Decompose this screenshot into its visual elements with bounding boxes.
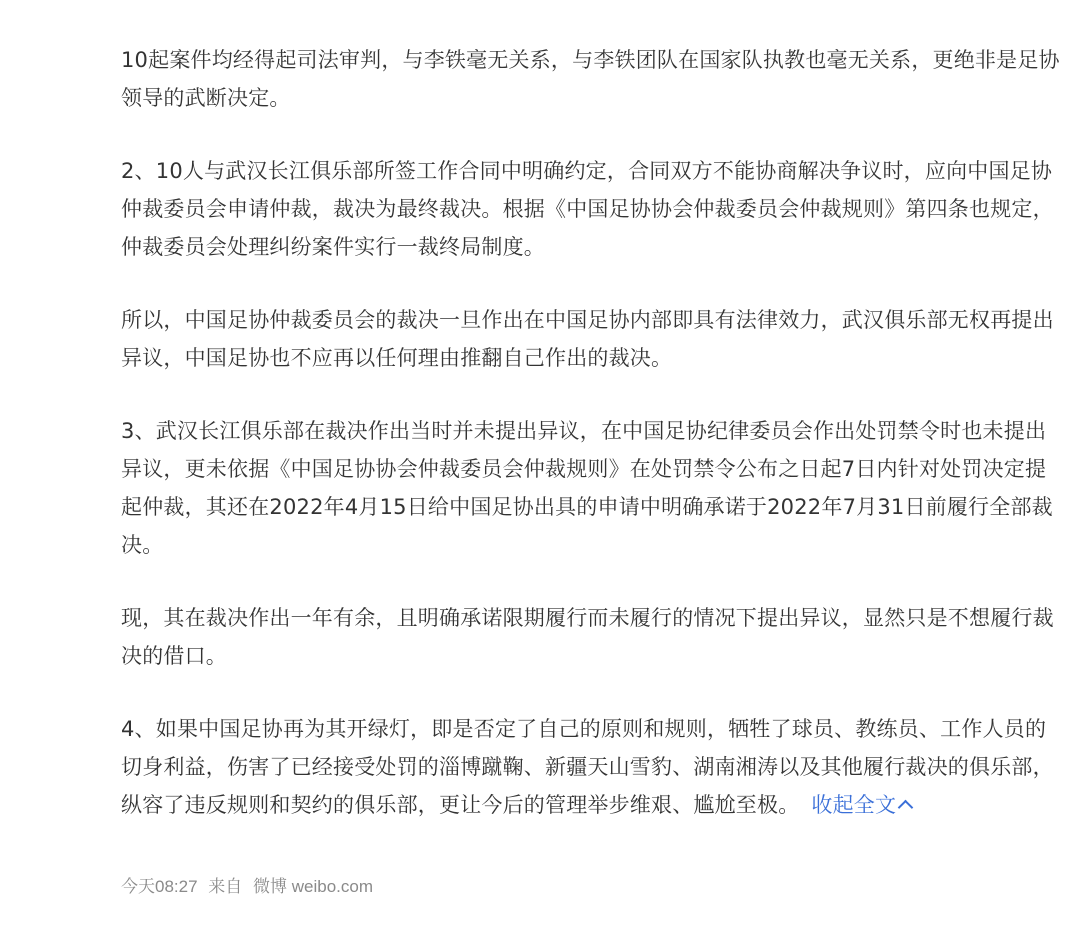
post-paragraph-6 <box>121 710 1061 824</box>
post-timestamp[interactable]: 今天08:27 <box>121 877 198 896</box>
post-source-prefix: 来自 <box>208 877 243 896</box>
post-paragraph-6-text: 4、如果中国足协再为其开绿灯，即是否定了自己的原则和规则，牺牲了球员、教练员、工作人员的切身利益，伤害了已经接受处罚的淄博蹴鞠、新疆天山雪豹、湖南湘涛以及其他履行裁决的俱乐部，纵容了违反规则和契约的俱乐部，更让今后的管理举步维艰、尴尬至极。 <box>121 717 1054 817</box>
post-source-link[interactable]: 微博 weibo.com <box>253 877 373 896</box>
collapse-full-text-link[interactable] <box>811 793 911 817</box>
post-paragraph-1: 10起案件均经得起司法审判，与李铁毫无关系，与李铁团队在国家队执教也毫无关系，更绝非是足协领导的武断决定。 <box>121 48 1060 110</box>
post-body <box>121 41 1061 859</box>
post-meta <box>121 872 379 897</box>
post-paragraph-2: 2、10人与武汉长江俱乐部所签工作合同中明确约定，合同双方不能协商解决争议时，应向中国足协仲裁委员会申请仲裁，裁决为最终裁决。根据《中国足协协会仲裁委员会仲裁规则》第四条也规定，仲裁委员会处理纠纷案件实行一裁终局制度。 <box>121 159 1054 259</box>
post-paragraph-5: 现，其在裁决作出一年有余，且明确承诺限期履行而未履行的情况下提出异议，显然只是不想履行裁决的借口。 <box>121 606 1054 668</box>
post-paragraph-3: 所以，中国足协仲裁委员会的裁决一旦作出在中国足协内部即具有法律效力，武汉俱乐部无权再提出异议，中国足协也不应再以任何理由推翻自己作出的裁决。 <box>121 308 1054 370</box>
post-paragraph-4: 3、武汉长江俱乐部在裁决作出当时并未提出异议，在中国足协纪律委员会作出处罚禁令时也未提出异议，更未依据《中国足协协会仲裁委员会仲裁规则》在处罚禁令公布之日起7日内针对处罚决定提起仲裁，其还在2022年4月15日给中国足协出具的申请中明确承诺于2022年7月31日前履行全部裁决。 <box>121 419 1053 557</box>
collapse-label: 收起全文 <box>811 793 897 817</box>
chevron-up-icon <box>898 800 914 816</box>
